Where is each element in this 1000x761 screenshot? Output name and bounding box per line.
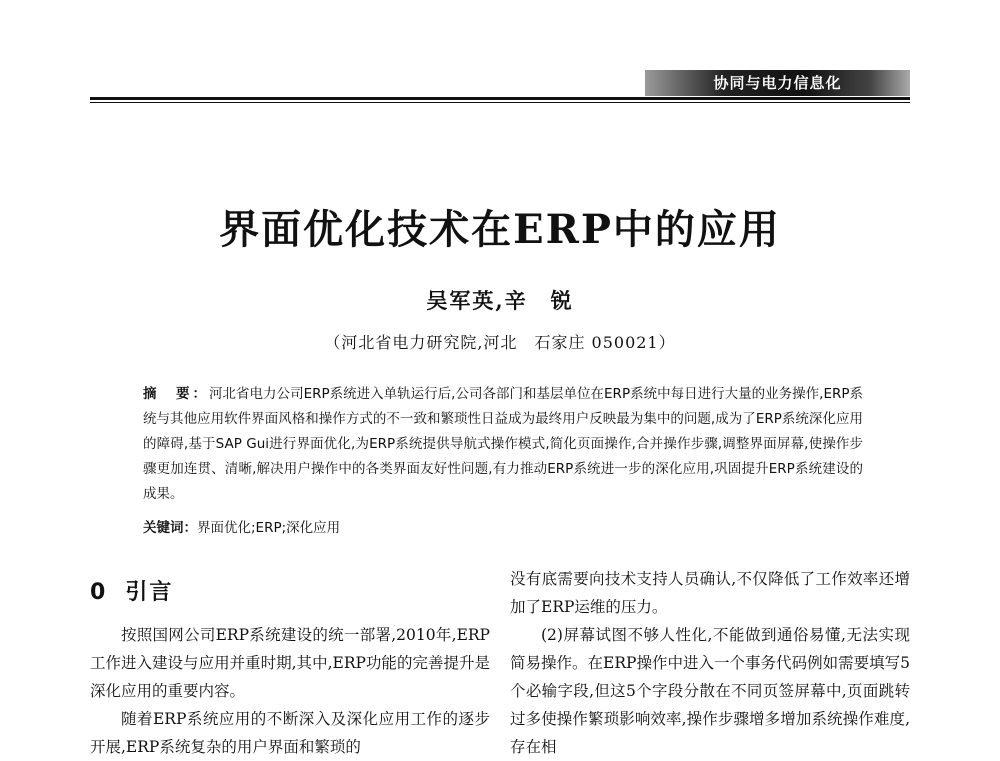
header-rule-thin — [90, 102, 910, 103]
paper-affiliation: （河北省电力研究院,河北 石家庄 050021） — [324, 333, 676, 352]
paper-authors: 吴军英,辛 锐 — [426, 288, 574, 313]
abstract-label: 摘 要： — [143, 386, 210, 402]
keywords-label: 关键词： — [143, 520, 197, 536]
left-column — [90, 565, 490, 761]
right-column — [510, 565, 910, 761]
section-number: 0 — [90, 580, 108, 605]
keywords-block — [143, 516, 863, 536]
keywords-text: 界面优化;ERP;深化应用 — [197, 520, 341, 536]
section-heading — [90, 579, 490, 607]
header-rule-thick — [90, 97, 910, 100]
abstract-block — [143, 382, 863, 507]
journal-section-tag: 协同与电力信息化 — [645, 70, 910, 96]
section-title: 引言 — [125, 580, 174, 605]
body-paragraph: 没有底需要向技术支持人员确认,不仅降低了工作效率还增加了ERP运维的压力。 — [510, 570, 910, 616]
body-paragraph: 按照国网公司ERP系统建设的统一部署,2010年,ERP工作进入建设与应用并重时期,其中,ERP功能的完善提升是深化应用的重要内容。 — [90, 626, 490, 700]
body-paragraph: 随着ERP系统应用的不断深入及深化应用工作的逐步开展,ERP系统复杂的用户界面和繁琐的 — [90, 710, 490, 756]
body-paragraph: (2)屏幕试图不够人性化,不能做到通俗易懂,无法实现简易操作。在ERP操作中进入一个事务代码例如需要填写5个必输字段,但这5个字段分散在不同页签屏幕中,页面跳转过多使操作繁琐影响效率,操作步骤增多增加系统操作难度,存在相 — [510, 626, 910, 756]
paper-title: 界面优化技术在ERP中的应用 — [219, 206, 781, 253]
abstract-text: 河北省电力公司ERP系统进入单轨运行后,公司各部门和基层单位在ERP系统中每日进行大量的业务操作,ERP系统与其他应用软件界面风格和操作方式的不一致和繁琐性日益成为最终用户反映最为集中的问题,成为了ERP系统深化应用的障碍,基于SAP Gui进行界面优化,为ERP系统提供导航式操作模式,简化页面操作,合并操作步骤,调整界面屏幕,使操作步骤更加连贯、清晰,解决用户操作中的各类界面友好性问题,有力推动ERP系统进一步的深化应用,巩固提升ERP系统建设的成果。 — [143, 386, 864, 502]
